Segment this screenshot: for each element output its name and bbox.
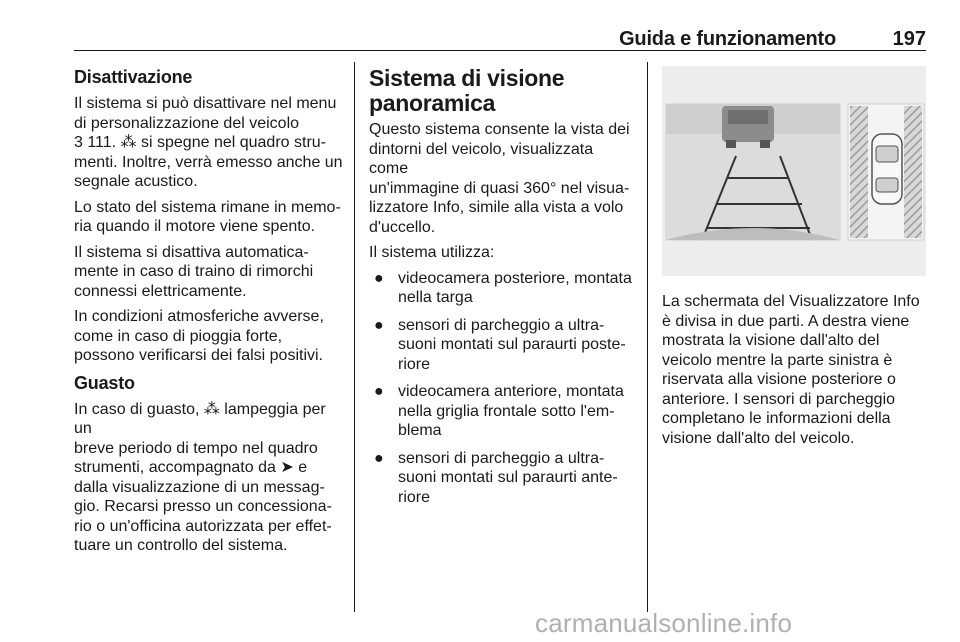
top-view — [848, 104, 924, 240]
paragraph: Questo sistema consente la vista dei dintorni del veicolo, visualizzata come un'immagine di quasi 360° nel visua- lizzatore Info, simile alla vista a volo d'uccello. — [369, 121, 630, 236]
column-divider-right — [647, 62, 648, 612]
bullet-icon: ● — [374, 383, 384, 400]
paragraph: Il sistema si disattiva automatica- mente in caso di traino di rimorchi connessi elettricamente. — [74, 243, 314, 300]
column-middle — [369, 66, 633, 515]
figure-caption: La schermata del Visualizzatore Info è divisa in due parti. A destra viene mostrata la visione dall'alto del veicolo mentre la parte sinistra è riservata alla visione posteriore o anteriore. I sensori di parcheggio completano le informazioni della visione dall'alto del veicolo. — [662, 293, 920, 447]
rear-camera-view — [666, 104, 840, 240]
page-number: 197 — [892, 28, 926, 50]
running-title: Guida e funzionamento — [619, 28, 836, 50]
section-title-sistema-visione: Sistema di visione panoramica — [369, 65, 565, 116]
paragraph: In caso di guasto, ⁂ lampeggia per un breve periodo di tempo nel quadro strumenti, accompagnato da ➤ e dalla visualizzazione di un messag- gio. Recarsi presso un concessiona- rio o un'officina autorizzata per effet- tuare un controllo del sistema. — [74, 400, 332, 554]
watermark: carmanualsonline.info — [535, 608, 793, 638]
column-right — [662, 292, 928, 454]
column-left — [74, 66, 346, 562]
list-item: ● videocamera anteriore, montata nella griglia frontale sotto l'em- blema — [374, 383, 624, 439]
bullet-icon: ● — [374, 449, 384, 467]
feature-list — [369, 269, 633, 508]
paragraph: In condizioni atmosferiche avverse, come in caso di pioggia forte, possono verificarsi dei falsi positivi. — [74, 308, 324, 364]
panoramic-view-illustration — [662, 66, 926, 276]
paragraph: Il sistema si può disattivare nel menu di personalizzazione del veicolo 3 111. ⁂ si spegne nel quadro stru- menti. Inoltre, verrà emesso anche un segnale acustico. — [74, 95, 343, 190]
list-item: ● sensori di parcheggio a ultra- suoni montati sul paraurti ante- riore — [374, 449, 618, 506]
bullet-icon: ● — [374, 316, 384, 334]
section-title-disattivazione: Disattivazione — [74, 67, 193, 87]
paragraph: Lo stato del sistema rimane in memo- ria quando il motore viene spento. — [74, 198, 341, 235]
section-title-guasto: Guasto — [74, 372, 135, 393]
header-rule — [74, 50, 926, 51]
bullet-icon: ● — [374, 269, 384, 287]
column-divider-left — [354, 62, 355, 612]
list-item: ● sensori di parcheggio a ultra- suoni montati sul paraurti poste- riore — [374, 316, 626, 373]
paragraph: Il sistema utilizza: — [369, 244, 495, 261]
list-item: ● videocamera posteriore, montata nella targa — [374, 269, 632, 306]
